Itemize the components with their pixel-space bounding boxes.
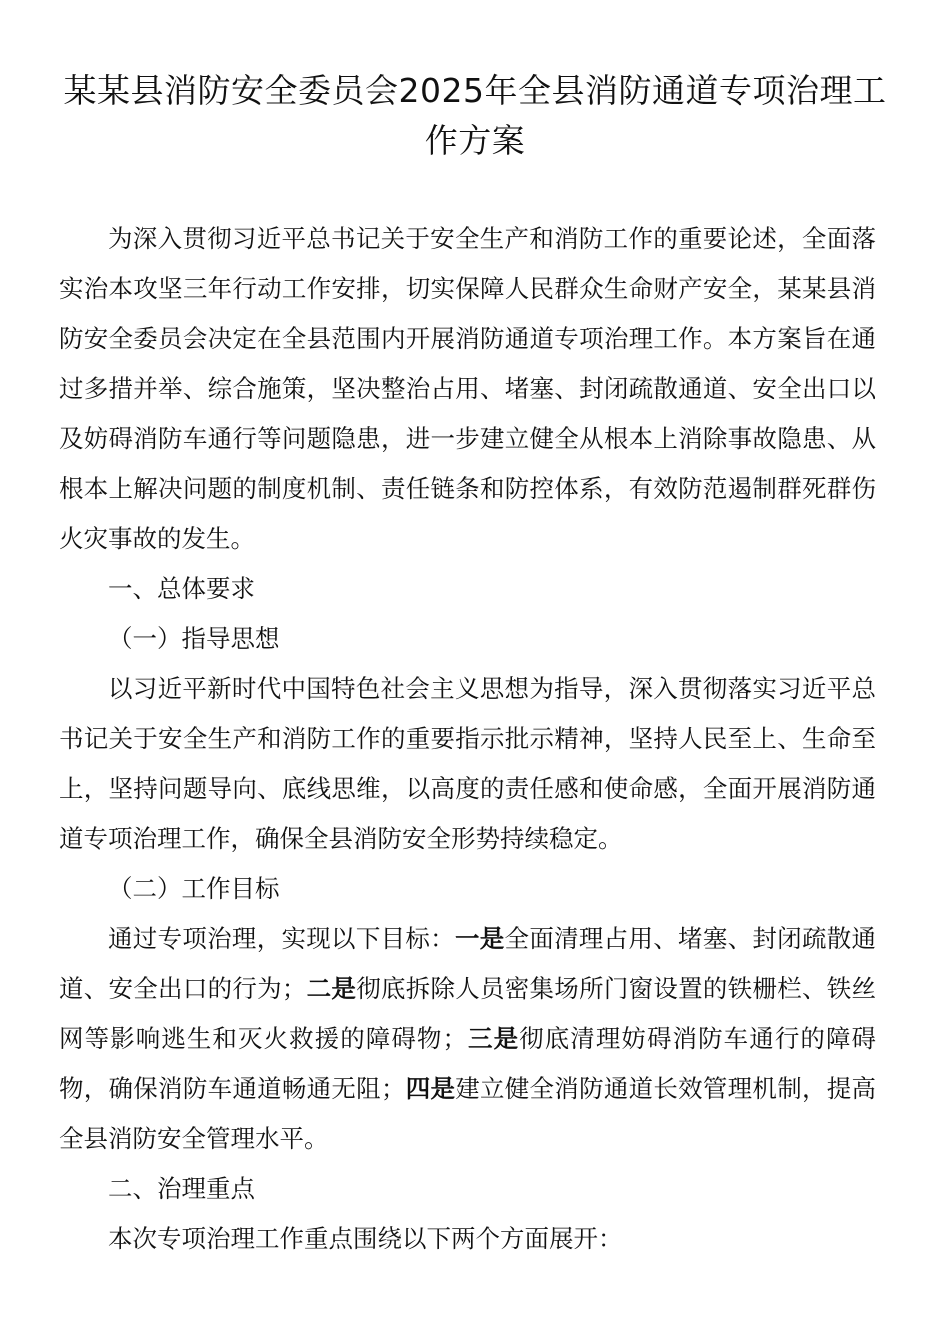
goal-1-label: 一是 bbox=[454, 924, 505, 953]
subsection-1-heading: （一）指导思想 bbox=[108, 624, 280, 653]
subsection-2-heading: （二）工作目标 bbox=[108, 874, 280, 903]
section-2-heading: 二、治理重点 bbox=[108, 1174, 255, 1203]
goal-1-text: 全面清理占用、堵塞、封闭疏散通道、安全出口的行为； bbox=[59, 924, 877, 1003]
guiding-ideology-paragraph: 以习近平新时代中国特色社会主义思想为指导，深入贯彻落实习近平总书记关于安全生产和消防工作的重要指示批示精神，坚持人民至上、生命至上，坚持问题导向、底线思维，以高度的责任感和使命感，全面开展消防通道专项治理工作，确保全县消防安全形势持续稳定。 bbox=[59, 674, 876, 853]
goal-4-text: 建立健全消防通道长效管理机制，提高全县消防安全管理水平。 bbox=[59, 1074, 876, 1153]
document-body bbox=[59, 214, 876, 1264]
goal-2-text: 彻底拆除人员密集场所门窗设置的铁栅栏、铁丝网等影响逃生和灭火救援的障碍物； bbox=[59, 974, 876, 1053]
goal-4-label: 四是 bbox=[405, 1074, 456, 1103]
section-2-paragraph: 本次专项治理工作重点围绕以下两个方面展开： bbox=[108, 1224, 623, 1253]
goal-3-text: 彻底清理妨碍消防车通行的障碍物，确保消防车通道畅通无阻； bbox=[59, 1024, 877, 1103]
work-goals-paragraph bbox=[59, 914, 876, 1164]
document-title: 某某县消防安全委员会2025年全县消防通道专项治理工作方案 bbox=[63, 71, 887, 160]
section-1-heading: 一、总体要求 bbox=[108, 574, 255, 603]
goal-3-label: 三是 bbox=[466, 1024, 520, 1053]
intro-paragraph: 为深入贯彻习近平总书记关于安全生产和消防工作的重要论述，全面落实治本攻坚三年行动工作安排，切实保障人民群众生命财产安全，某某县消防安全委员会决定在全县范围内开展消防通道专项治理工作。本方案旨在通过多措并举、综合施策，坚决整治占用、堵塞、封闭疏散通道、安全出口以及妨碍消防车通行等问题隐患，进一步建立健全从根本上消除事故隐患、从根本上解决问题的制度机制、责任链条和防控体系，有效防范遏制群死群伤火灾事故的发生。 bbox=[59, 224, 876, 553]
goals-lead: 通过专项治理，实现以下目标： bbox=[108, 924, 455, 953]
goal-2-label: 二是 bbox=[306, 974, 357, 1003]
